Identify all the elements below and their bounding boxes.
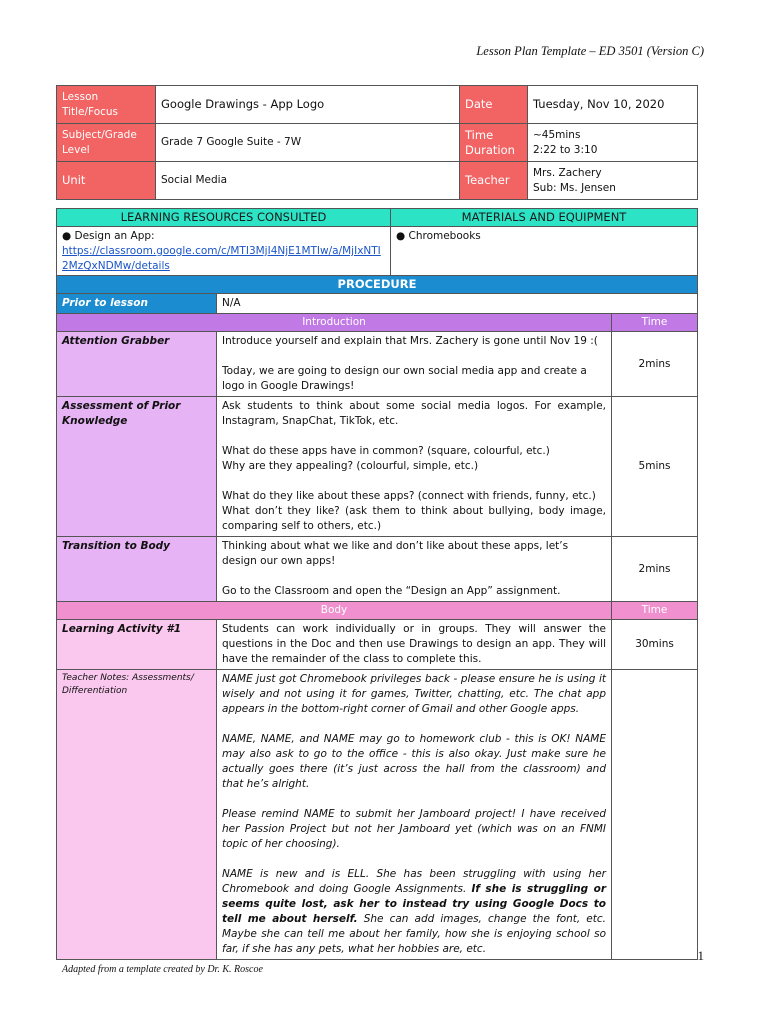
page-number: 1 <box>697 948 704 963</box>
date-label: Date <box>460 86 528 124</box>
notes-p3: Please remind NAME to submit her Jamboard project! I have received her Passion Project but not her Jamboard yet (which was on an FNMI topic of her choosing). <box>222 808 606 850</box>
prior-to-lesson-value: N/A <box>217 294 698 314</box>
lesson-title-label: Lesson Title/Focus <box>57 86 156 124</box>
pk-p2b: Why are they appealing? (colourful, simple, etc.) <box>222 460 479 472</box>
notes-p1: NAME just got Chromebook privileges back - please ensure he is using it wisely and not using it for games, Twitter, chatting, etc. The chat app appears in the bottom-right corner of Gmail and other Google apps. <box>222 673 606 715</box>
learning-resources-cell <box>57 227 391 277</box>
procedure-title: PROCEDURE <box>57 276 698 294</box>
procedure-table <box>56 275 698 960</box>
body-header: Body <box>57 602 612 620</box>
document-header: Lesson Plan Template – ED 3501 (Version C) <box>476 44 704 58</box>
lesson-info-table <box>56 85 698 200</box>
transition-label: Transition to Body <box>57 537 217 602</box>
pk-p2a: What do these apps have in common? (square, colourful, etc.) <box>222 445 550 457</box>
teacher-line-2: Sub: Ms. Jensen <box>533 181 616 194</box>
body-time-header: Time <box>612 602 698 620</box>
resource-link[interactable]: https://classroom.google.com/c/MTI3MjI4NjE1MTIw/a/MjIxNTI2MzQxNDMw/details <box>62 245 381 272</box>
notes-p4 <box>222 867 606 957</box>
pk-p3a: What do they like about these apps? (connect with friends, funny, etc.) <box>222 490 596 502</box>
attention-grabber-content <box>217 332 612 397</box>
prior-knowledge-label: Assessment of Prior Knowledge <box>57 397 217 537</box>
resources-table <box>56 208 698 277</box>
materials-item: ● Chromebooks <box>396 230 481 242</box>
unit-value: Social Media <box>156 162 460 200</box>
notes-p4c: She can add images, change the font, etc. Maybe she can tell me about her family, how she is enjoying school so far, if she has any pets, what her hobbies are, etc. <box>222 913 606 955</box>
notes-p4-bold: If she is struggling or seems quite lost, ask her to instead try using Google Docs to tell me about herself. <box>222 883 606 925</box>
teacher-label: Teacher <box>460 162 528 200</box>
learning-resources-header: LEARNING RESOURCES CONSULTED <box>57 209 391 227</box>
transition-time: 2mins <box>612 537 698 602</box>
subject-value: Grade 7 Google Suite - 7W <box>156 124 460 162</box>
subject-label: Subject/Grade Level <box>57 124 156 162</box>
learning-activity-label: Learning Activity #1 <box>57 620 217 670</box>
attention-time: 2mins <box>612 332 698 397</box>
prior-knowledge-time: 5mins <box>612 397 698 537</box>
attention-grabber-label: Attention Grabber <box>57 332 217 397</box>
notes-p2: NAME, NAME, and NAME may go to homework club - this is OK! NAME may also ask to go to the office - this is also okay. Just make sure he actually goes there (it’s just across the hall from the classroom) and that he’s alright. <box>222 733 606 790</box>
teacher-notes-label: Teacher Notes: Assessments/ Differentiation <box>57 670 217 960</box>
learning-activity-time: 30mins <box>612 620 698 670</box>
time-duration-label: Time Duration <box>460 124 528 162</box>
prior-to-lesson-label: Prior to lesson <box>57 294 217 314</box>
attention-p1: Introduce yourself and explain that Mrs. Zachery is gone until Nov 19 :( <box>222 335 598 347</box>
transition-p2: Go to the Classroom and open the “Design an App” assignment. <box>222 585 561 597</box>
teacher-notes-time <box>612 670 698 960</box>
resource-item: ● Design an App: <box>62 230 155 242</box>
prior-knowledge-content <box>217 397 612 537</box>
date-value: Tuesday, Nov 10, 2020 <box>528 86 698 124</box>
attention-p2: Today, we are going to design our own social media app and create a logo in Google Drawings! <box>222 365 587 392</box>
lesson-title-value: Google Drawings - App Logo <box>156 86 460 124</box>
time-duration-value <box>528 124 698 162</box>
unit-label: Unit <box>57 162 156 200</box>
pk-p3b: What don’t they like? (ask them to think about bullying, body image, comparing self to others, etc.) <box>222 505 606 532</box>
materials-cell <box>391 227 698 277</box>
learning-activity-content: Students can work individually or in groups. They will answer the questions in the Doc and then use Drawings to design an app. They will have the remainder of the class to complete this. <box>217 620 612 670</box>
pk-p1: Ask students to think about some social media logos. For example, Instagram, SnapChat, TikTok, etc. <box>222 400 606 427</box>
time-line-2: 2:22 to 3:10 <box>533 143 598 156</box>
transition-p1: Thinking about what we like and don’t like about these apps, let’s design our own apps! <box>222 540 569 567</box>
introduction-header: Introduction <box>57 314 612 332</box>
time-line-1: ~45mins <box>533 128 581 141</box>
teacher-notes-content <box>217 670 612 960</box>
footer-credit: Adapted from a template created by Dr. K. Roscoe <box>62 964 263 975</box>
notes-p4a: NAME is new and is ELL. She has been struggling with using her Chromebook and doing Google Assignments. <box>222 868 606 895</box>
teacher-value <box>528 162 698 200</box>
time-column-header: Time <box>612 314 698 332</box>
materials-header: MATERIALS AND EQUIPMENT <box>391 209 698 227</box>
transition-content <box>217 537 612 602</box>
teacher-line-1: Mrs. Zachery <box>533 166 602 179</box>
